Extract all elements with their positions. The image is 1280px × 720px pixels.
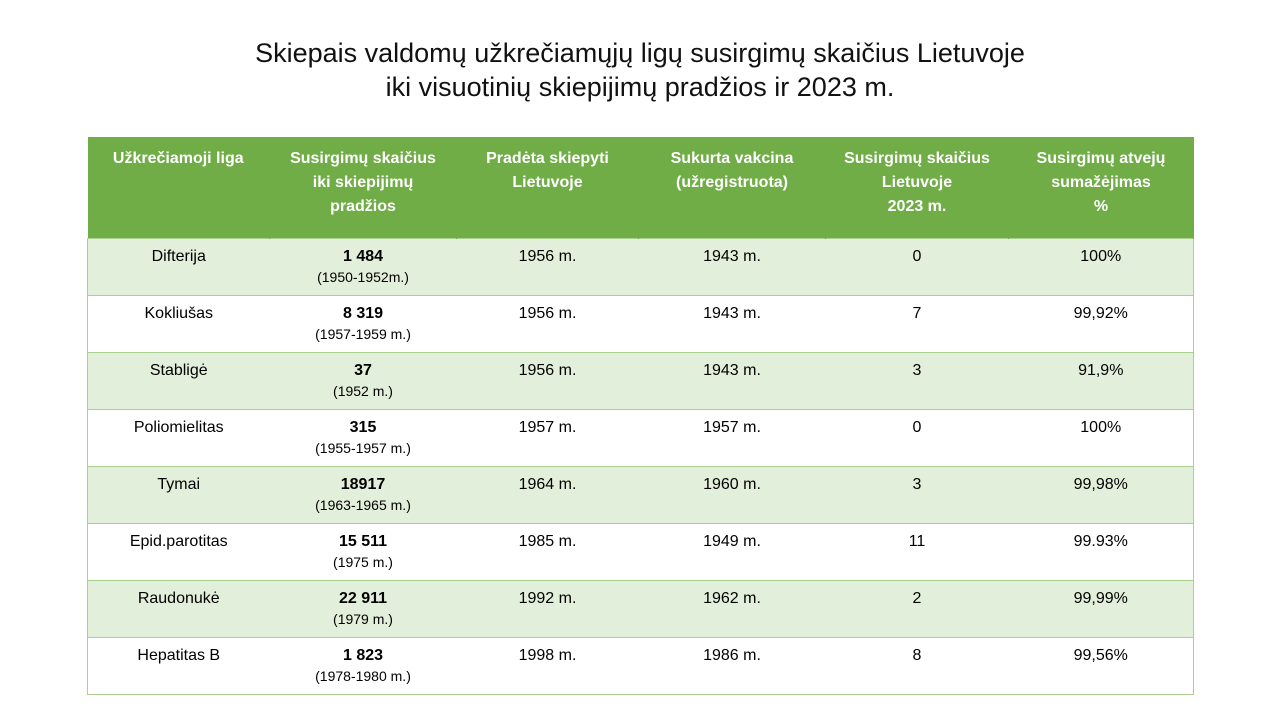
cell-cases-2023: 0: [826, 410, 1009, 467]
cell-vaccine-created: 1943 m.: [639, 296, 826, 353]
header-count-before: [270, 137, 457, 239]
cell-cases-2023: 0: [826, 239, 1009, 296]
table-body: [88, 239, 1194, 695]
cell-reduction: 100%: [1009, 239, 1194, 296]
case-count: 37: [354, 362, 372, 379]
vaccination-table: [87, 137, 1194, 695]
header-line: 2023 m.: [887, 198, 947, 215]
cell-started: 1956 m.: [457, 353, 639, 410]
case-count: 1 484: [342, 248, 384, 265]
cell-vaccine-created: 1957 m.: [639, 410, 826, 467]
cell-count-before: [270, 353, 457, 410]
table-row: [88, 638, 1194, 695]
cell-cases-2023: 3: [826, 353, 1009, 410]
header-disease: [88, 137, 270, 239]
header-line: Pradėta skiepyti: [486, 150, 609, 167]
cell-disease: Difterija: [88, 239, 270, 296]
cell-count-before: [270, 296, 457, 353]
header-cases-2023: [826, 137, 1009, 239]
cell-cases-2023: 8: [826, 638, 1009, 695]
cell-vaccine-created: 1949 m.: [639, 524, 826, 581]
count-period: (1979 m.): [333, 611, 393, 627]
case-count: 22 911: [338, 590, 388, 607]
cell-started: 1957 m.: [457, 410, 639, 467]
cell-reduction: 99,92%: [1009, 296, 1194, 353]
case-count: 15 511: [338, 533, 388, 550]
cell-vaccine-created: 1960 m.: [639, 467, 826, 524]
count-period: (1950-1952m.): [317, 269, 409, 285]
cell-disease: Epid.parotitas: [88, 524, 270, 581]
count-period: (1952 m.): [333, 383, 393, 399]
cell-disease: Raudonukė: [88, 581, 270, 638]
case-count: 18917: [340, 476, 386, 493]
cell-reduction: 99,98%: [1009, 467, 1194, 524]
cell-reduction: 100%: [1009, 410, 1194, 467]
header-line: Sukurta vakcina: [670, 150, 794, 167]
header-reduction: [1009, 137, 1194, 239]
cell-reduction: 99.93%: [1009, 524, 1194, 581]
title-line-2: iki visuotinių skiepijimų pradžios ir 2023 m.: [385, 72, 895, 102]
header-line: Susirgimų atvejų: [1036, 150, 1166, 167]
cell-count-before: [270, 410, 457, 467]
cell-disease: Kokliušas: [88, 296, 270, 353]
cell-count-before: [270, 239, 457, 296]
header-line: Susirgimų skaičius: [290, 150, 436, 167]
cell-started: 1985 m.: [457, 524, 639, 581]
page-title: [0, 36, 1280, 104]
header-row: [88, 137, 1194, 239]
cell-count-before: [270, 581, 457, 638]
count-period: (1957-1959 m.): [315, 326, 411, 342]
title-line-1: Skiepais valdomų užkrečiamųjų ligų susirgimų skaičius Lietuvoje: [255, 38, 1025, 68]
table-row: [88, 410, 1194, 467]
table-row: [88, 239, 1194, 296]
cell-count-before: [270, 524, 457, 581]
header-line: (užregistruota): [676, 174, 788, 191]
cell-reduction: 99,56%: [1009, 638, 1194, 695]
header-line: Užkrečiamoji liga: [112, 150, 244, 167]
cell-disease: Stabligė: [88, 353, 270, 410]
cell-reduction: 91,9%: [1009, 353, 1194, 410]
cell-count-before: [270, 467, 457, 524]
cell-cases-2023: 7: [826, 296, 1009, 353]
table-row: [88, 524, 1194, 581]
header-line: Lietuvoje: [881, 174, 953, 191]
count-period: (1975 m.): [333, 554, 393, 570]
cell-vaccine-created: 1943 m.: [639, 353, 826, 410]
cell-started: 1956 m.: [457, 296, 639, 353]
cell-disease: Poliomielitas: [88, 410, 270, 467]
case-count: 315: [349, 419, 377, 436]
count-period: (1955-1957 m.): [315, 440, 411, 456]
header-line: iki skiepijimų: [312, 174, 414, 191]
cell-count-before: [270, 638, 457, 695]
count-period: (1963-1965 m.): [315, 497, 411, 513]
cell-started: 1964 m.: [457, 467, 639, 524]
count-period: (1978-1980 m.): [315, 668, 411, 684]
table-row: [88, 581, 1194, 638]
cell-cases-2023: 3: [826, 467, 1009, 524]
cell-vaccine-created: 1962 m.: [639, 581, 826, 638]
header-vaccine-created: [639, 137, 826, 239]
header-line: pradžios: [330, 198, 396, 215]
cell-started: 1998 m.: [457, 638, 639, 695]
table-row: [88, 296, 1194, 353]
cell-vaccine-created: 1943 m.: [639, 239, 826, 296]
table-row: [88, 353, 1194, 410]
cell-started: 1956 m.: [457, 239, 639, 296]
header-line: %: [1093, 198, 1109, 215]
case-count: 8 319: [342, 305, 384, 322]
cell-reduction: 99,99%: [1009, 581, 1194, 638]
header-line: sumažėjimas: [1051, 174, 1151, 191]
header-started: [457, 137, 639, 239]
table-header: [88, 137, 1194, 239]
case-count: 1 823: [342, 647, 384, 664]
header-line: Susirgimų skaičius: [844, 150, 990, 167]
table-row: [88, 467, 1194, 524]
cell-cases-2023: 11: [826, 524, 1009, 581]
cell-disease: Tymai: [88, 467, 270, 524]
cell-vaccine-created: 1986 m.: [639, 638, 826, 695]
cell-disease: Hepatitas B: [88, 638, 270, 695]
cell-cases-2023: 2: [826, 581, 1009, 638]
header-line: Lietuvoje: [512, 174, 583, 191]
cell-started: 1992 m.: [457, 581, 639, 638]
